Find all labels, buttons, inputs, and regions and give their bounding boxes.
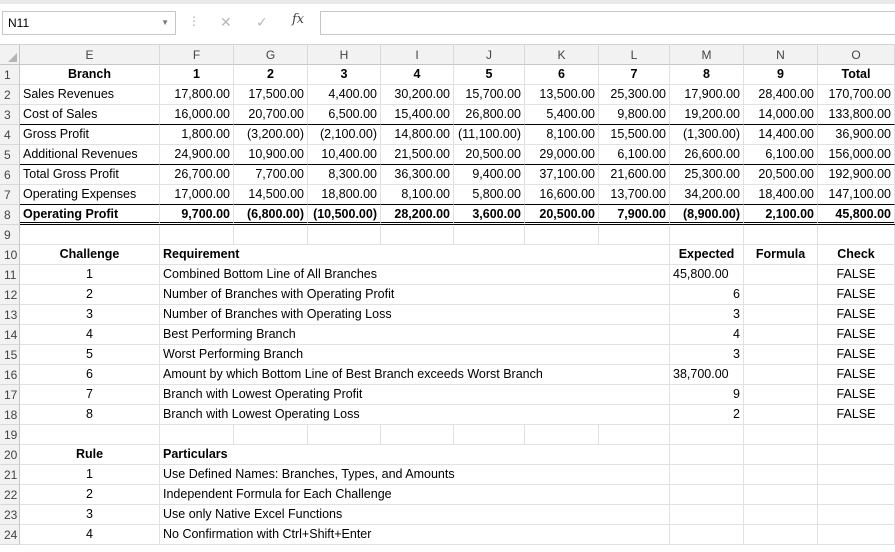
formula-toolbar — [0, 0, 895, 44]
row-header-12[interactable]: 12 — [0, 285, 20, 305]
cell-g2[interactable]: 17,500.00 — [234, 85, 308, 105]
cell-o23[interactable] — [818, 505, 895, 525]
cell-j5[interactable]: 20,500.00 — [454, 145, 525, 165]
row-header-20[interactable]: 20 — [0, 445, 20, 465]
cell-m21[interactable] — [670, 465, 744, 485]
cell-j4[interactable]: (11,100.00) — [454, 125, 525, 145]
cell-f6[interactable]: 26,700.00 — [160, 165, 234, 185]
cell-j19[interactable] — [454, 425, 525, 445]
cell-i5[interactable]: 21,500.00 — [381, 145, 454, 165]
cell-i7[interactable]: 8,100.00 — [381, 185, 454, 205]
cell-j1[interactable]: 5 — [454, 65, 525, 85]
cell-m15[interactable]: 3 — [670, 345, 744, 365]
cell-k8[interactable]: 20,500.00 — [525, 205, 599, 225]
cell-e19[interactable] — [20, 425, 160, 445]
cell-e1[interactable]: Branch — [20, 65, 160, 85]
cell-m8[interactable]: (8,900.00) — [670, 205, 744, 225]
cell-m6[interactable]: 25,300.00 — [670, 165, 744, 185]
cell-e16[interactable]: 6 — [20, 365, 160, 385]
cell-n7[interactable]: 18,400.00 — [744, 185, 818, 205]
enter-icon[interactable]: ✓ — [256, 14, 268, 30]
cell-e18[interactable]: 8 — [20, 405, 160, 425]
cell-e2[interactable]: Sales Revenues — [20, 85, 160, 105]
spreadsheet-grid[interactable] — [0, 45, 895, 552]
cell-o24[interactable] — [818, 525, 895, 545]
cell-f7[interactable]: 17,000.00 — [160, 185, 234, 205]
cell-m4[interactable]: (1,300.00) — [670, 125, 744, 145]
cell-g1[interactable]: 2 — [234, 65, 308, 85]
cell-l3[interactable]: 9,800.00 — [599, 105, 670, 125]
cell-o20[interactable] — [818, 445, 895, 465]
cell-l2[interactable]: 25,300.00 — [599, 85, 670, 105]
cell-h4[interactable]: (2,100.00) — [308, 125, 381, 145]
cell-e12[interactable]: 2 — [20, 285, 160, 305]
column-header-m[interactable]: M — [670, 45, 744, 65]
row-header-21[interactable]: 21 — [0, 465, 20, 485]
cell-m3[interactable]: 19,200.00 — [670, 105, 744, 125]
row-header-13[interactable]: 13 — [0, 305, 20, 325]
cell-m16[interactable]: 38,700.00 — [670, 365, 744, 385]
cell-h3[interactable]: 6,500.00 — [308, 105, 381, 125]
cell-o7[interactable]: 147,100.00 — [818, 185, 895, 205]
cell-k2[interactable]: 13,500.00 — [525, 85, 599, 105]
cell-m5[interactable]: 26,600.00 — [670, 145, 744, 165]
cell-m24[interactable] — [670, 525, 744, 545]
cell-n1[interactable]: 9 — [744, 65, 818, 85]
cell-f22[interactable]: Independent Formula for Each Challenge — [160, 485, 670, 505]
row-header-17[interactable]: 17 — [0, 385, 20, 405]
cell-j2[interactable]: 15,700.00 — [454, 85, 525, 105]
cell-l6[interactable]: 21,600.00 — [599, 165, 670, 185]
cell-g19[interactable] — [234, 425, 308, 445]
cell-f23[interactable]: Use only Native Excel Functions — [160, 505, 670, 525]
cell-f21[interactable]: Use Defined Names: Branches, Types, and Amounts — [160, 465, 670, 485]
cell-f10[interactable]: Requirement — [160, 245, 670, 265]
cell-n9[interactable] — [744, 225, 818, 245]
cell-j9[interactable] — [454, 225, 525, 245]
cell-e10[interactable]: Challenge — [20, 245, 160, 265]
cell-i1[interactable]: 4 — [381, 65, 454, 85]
row-header-16[interactable]: 16 — [0, 365, 20, 385]
cell-n16[interactable] — [744, 365, 818, 385]
name-box[interactable] — [2, 11, 176, 35]
cell-m18[interactable]: 2 — [670, 405, 744, 425]
name-box-value: N11 — [8, 16, 30, 30]
cell-h6[interactable]: 8,300.00 — [308, 165, 381, 185]
cell-e4[interactable]: Gross Profit — [20, 125, 160, 145]
cell-m17[interactable]: 9 — [670, 385, 744, 405]
cell-e5[interactable]: Additional Revenues — [20, 145, 160, 165]
cell-f17[interactable]: Branch with Lowest Operating Profit — [160, 385, 670, 405]
cell-f5[interactable]: 24,900.00 — [160, 145, 234, 165]
row-header-18[interactable]: 18 — [0, 405, 20, 425]
cell-o19[interactable] — [818, 425, 895, 445]
cell-f13[interactable]: Number of Branches with Operating Loss — [160, 305, 670, 325]
row-header-11[interactable]: 11 — [0, 265, 20, 285]
cell-l9[interactable] — [599, 225, 670, 245]
cancel-icon[interactable]: ✕ — [220, 14, 232, 30]
cell-o5[interactable]: 156,000.00 — [818, 145, 895, 165]
cell-o6[interactable]: 192,900.00 — [818, 165, 895, 185]
cell-e7[interactable]: Operating Expenses — [20, 185, 160, 205]
column-header-n[interactable]: N — [744, 45, 818, 65]
row-header-3[interactable]: 3 — [0, 105, 20, 125]
cell-n24[interactable] — [744, 525, 818, 545]
row-header-14[interactable]: 14 — [0, 325, 20, 345]
column-header-j[interactable]: J — [454, 45, 525, 65]
cell-h19[interactable] — [308, 425, 381, 445]
column-header-h[interactable]: H — [308, 45, 381, 65]
cell-n2[interactable]: 28,400.00 — [744, 85, 818, 105]
cell-f24[interactable]: No Confirmation with Ctrl+Shift+Enter — [160, 525, 670, 545]
row-header-24[interactable]: 24 — [0, 525, 20, 545]
cell-f12[interactable]: Number of Branches with Operating Profit — [160, 285, 670, 305]
cell-k4[interactable]: 8,100.00 — [525, 125, 599, 145]
cell-k1[interactable]: 6 — [525, 65, 599, 85]
cell-e13[interactable]: 3 — [20, 305, 160, 325]
column-header-k[interactable]: K — [525, 45, 599, 65]
cell-f1[interactable]: 1 — [160, 65, 234, 85]
cell-h8[interactable]: (10,500.00) — [308, 205, 381, 225]
cell-g3[interactable]: 20,700.00 — [234, 105, 308, 125]
cell-o14[interactable]: FALSE — [818, 325, 895, 345]
cell-m23[interactable] — [670, 505, 744, 525]
cell-k3[interactable]: 5,400.00 — [525, 105, 599, 125]
column-header-f[interactable]: F — [160, 45, 234, 65]
cell-i3[interactable]: 15,400.00 — [381, 105, 454, 125]
cell-f8[interactable]: 9,700.00 — [160, 205, 234, 225]
cell-o17[interactable]: FALSE — [818, 385, 895, 405]
cell-f2[interactable]: 17,800.00 — [160, 85, 234, 105]
cell-e17[interactable]: 7 — [20, 385, 160, 405]
cell-k7[interactable]: 16,600.00 — [525, 185, 599, 205]
cell-o2[interactable]: 170,700.00 — [818, 85, 895, 105]
cell-k19[interactable] — [525, 425, 599, 445]
cell-e8[interactable]: Operating Profit — [20, 205, 160, 225]
cell-g9[interactable] — [234, 225, 308, 245]
cell-i2[interactable]: 30,200.00 — [381, 85, 454, 105]
cell-l1[interactable]: 7 — [599, 65, 670, 85]
row-header-10[interactable]: 10 — [0, 245, 20, 265]
cell-e3[interactable]: Cost of Sales — [20, 105, 160, 125]
cell-h1[interactable]: 3 — [308, 65, 381, 85]
cell-e15[interactable]: 5 — [20, 345, 160, 365]
cell-e6[interactable]: Total Gross Profit — [20, 165, 160, 185]
cell-n12[interactable] — [744, 285, 818, 305]
cell-e11[interactable]: 1 — [20, 265, 160, 285]
chevron-down-icon[interactable]: ▼ — [161, 18, 169, 27]
cell-i9[interactable] — [381, 225, 454, 245]
column-header-o[interactable]: O — [818, 45, 895, 65]
cell-n8[interactable]: 2,100.00 — [744, 205, 818, 225]
cell-m22[interactable] — [670, 485, 744, 505]
cell-n17[interactable] — [744, 385, 818, 405]
cell-m11[interactable]: 45,800.00 — [670, 265, 744, 285]
row-header-2[interactable]: 2 — [0, 85, 20, 105]
cell-f9[interactable] — [160, 225, 234, 245]
cell-m1[interactable]: 8 — [670, 65, 744, 85]
ribbon-edge — [0, 0, 895, 4]
cell-j3[interactable]: 26,800.00 — [454, 105, 525, 125]
cell-l8[interactable]: 7,900.00 — [599, 205, 670, 225]
cell-m2[interactable]: 17,900.00 — [670, 85, 744, 105]
cell-n14[interactable] — [744, 325, 818, 345]
column-header-i[interactable]: I — [381, 45, 454, 65]
cell-o18[interactable]: FALSE — [818, 405, 895, 425]
cell-o11[interactable]: FALSE — [818, 265, 895, 285]
cell-h7[interactable]: 18,800.00 — [308, 185, 381, 205]
cell-o16[interactable]: FALSE — [818, 365, 895, 385]
cell-k5[interactable]: 29,000.00 — [525, 145, 599, 165]
cell-e20[interactable]: Rule — [20, 445, 160, 465]
cell-f20[interactable]: Particulars — [160, 445, 670, 465]
column-header-g[interactable]: G — [234, 45, 308, 65]
row-header-6[interactable]: 6 — [0, 165, 20, 185]
cell-f3[interactable]: 16,000.00 — [160, 105, 234, 125]
formula-bar-input[interactable] — [320, 11, 895, 35]
cell-o3[interactable]: 133,800.00 — [818, 105, 895, 125]
cell-f14[interactable]: Best Performing Branch — [160, 325, 670, 345]
cell-n5[interactable]: 6,100.00 — [744, 145, 818, 165]
cell-i4[interactable]: 14,800.00 — [381, 125, 454, 145]
cell-i8[interactable]: 28,200.00 — [381, 205, 454, 225]
cell-m13[interactable]: 3 — [670, 305, 744, 325]
cell-j6[interactable]: 9,400.00 — [454, 165, 525, 185]
splitter-dots-icon[interactable]: ⋮ — [188, 14, 200, 28]
cell-j8[interactable]: 3,600.00 — [454, 205, 525, 225]
cell-n15[interactable] — [744, 345, 818, 365]
cell-m9[interactable] — [670, 225, 744, 245]
column-header-l[interactable]: L — [599, 45, 670, 65]
cell-f11[interactable]: Combined Bottom Line of All Branches — [160, 265, 670, 285]
row-header-23[interactable]: 23 — [0, 505, 20, 525]
cell-f19[interactable] — [160, 425, 234, 445]
cell-o12[interactable]: FALSE — [818, 285, 895, 305]
cell-m12[interactable]: 6 — [670, 285, 744, 305]
cell-n21[interactable] — [744, 465, 818, 485]
cell-n22[interactable] — [744, 485, 818, 505]
cell-m7[interactable]: 34,200.00 — [670, 185, 744, 205]
cell-l5[interactable]: 6,100.00 — [599, 145, 670, 165]
cell-o15[interactable]: FALSE — [818, 345, 895, 365]
cell-n20[interactable] — [744, 445, 818, 465]
cell-e22[interactable]: 2 — [20, 485, 160, 505]
cell-n19[interactable] — [744, 425, 818, 445]
cell-o4[interactable]: 36,900.00 — [818, 125, 895, 145]
row-header-9[interactable]: 9 — [0, 225, 20, 245]
cell-n6[interactable]: 20,500.00 — [744, 165, 818, 185]
cell-e14[interactable]: 4 — [20, 325, 160, 345]
cell-o8[interactable]: 45,800.00 — [818, 205, 895, 225]
cell-f16[interactable]: Amount by which Bottom Line of Best Branch exceeds Worst Branch — [160, 365, 670, 385]
cell-n13[interactable] — [744, 305, 818, 325]
cell-o1[interactable]: Total — [818, 65, 895, 85]
row-header-5[interactable]: 5 — [0, 145, 20, 165]
row-header-8[interactable]: 8 — [0, 205, 20, 225]
cell-n18[interactable] — [744, 405, 818, 425]
cell-n4[interactable]: 14,400.00 — [744, 125, 818, 145]
cell-o21[interactable] — [818, 465, 895, 485]
cell-o22[interactable] — [818, 485, 895, 505]
cell-o10[interactable]: Check — [818, 245, 895, 265]
row-header-7[interactable]: 7 — [0, 185, 20, 205]
cell-m20[interactable] — [670, 445, 744, 465]
column-header-e[interactable]: E — [20, 45, 160, 65]
cell-f4[interactable]: 1,800.00 — [160, 125, 234, 145]
cell-h2[interactable]: 4,400.00 — [308, 85, 381, 105]
cell-e24[interactable]: 4 — [20, 525, 160, 545]
select-all-corner[interactable] — [0, 45, 20, 65]
cell-o9[interactable] — [818, 225, 895, 245]
cell-g7[interactable]: 14,500.00 — [234, 185, 308, 205]
cell-n10[interactable]: Formula — [744, 245, 818, 265]
cell-g6[interactable]: 7,700.00 — [234, 165, 308, 185]
cell-i6[interactable]: 36,300.00 — [381, 165, 454, 185]
row-header-15[interactable]: 15 — [0, 345, 20, 365]
cell-g4[interactable]: (3,200.00) — [234, 125, 308, 145]
cell-h5[interactable]: 10,400.00 — [308, 145, 381, 165]
row-header-19[interactable]: 19 — [0, 425, 20, 445]
cell-k9[interactable] — [525, 225, 599, 245]
cell-h9[interactable] — [308, 225, 381, 245]
cell-l4[interactable]: 15,500.00 — [599, 125, 670, 145]
cell-f18[interactable]: Branch with Lowest Operating Loss — [160, 405, 670, 425]
cell-f15[interactable]: Worst Performing Branch — [160, 345, 670, 365]
row-header-1[interactable]: 1 — [0, 65, 20, 85]
cell-m14[interactable]: 4 — [670, 325, 744, 345]
cell-n23[interactable] — [744, 505, 818, 525]
cell-n3[interactable]: 14,000.00 — [744, 105, 818, 125]
cell-o13[interactable]: FALSE — [818, 305, 895, 325]
cell-j7[interactable]: 5,800.00 — [454, 185, 525, 205]
insert-function-button[interactable]: fx — [292, 12, 305, 27]
row-header-22[interactable]: 22 — [0, 485, 20, 505]
cell-g8[interactable]: (6,800.00) — [234, 205, 308, 225]
cell-k6[interactable]: 37,100.00 — [525, 165, 599, 185]
cell-m10[interactable]: Expected — [670, 245, 744, 265]
cell-i19[interactable] — [381, 425, 454, 445]
cell-l7[interactable]: 13,700.00 — [599, 185, 670, 205]
cell-e9[interactable] — [20, 225, 160, 245]
cell-m19[interactable] — [670, 425, 744, 445]
cell-g5[interactable]: 10,900.00 — [234, 145, 308, 165]
row-header-4[interactable]: 4 — [0, 125, 20, 145]
cell-e23[interactable]: 3 — [20, 505, 160, 525]
cell-n11[interactable] — [744, 265, 818, 285]
cell-e21[interactable]: 1 — [20, 465, 160, 485]
cell-l19[interactable] — [599, 425, 670, 445]
